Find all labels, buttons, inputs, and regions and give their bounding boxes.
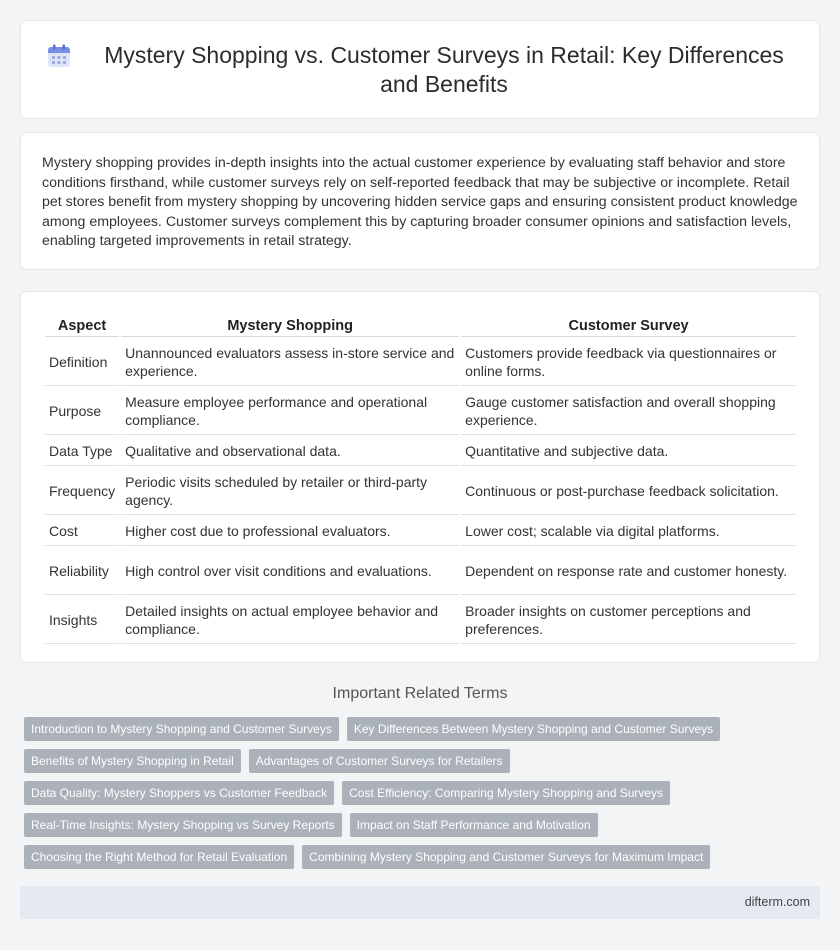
- related-term-tag[interactable]: Advantages of Customer Surveys for Retailers: [249, 749, 510, 773]
- calendar-icon: [46, 43, 72, 69]
- row-customer-survey: Dependent on response rate and customer honesty.: [461, 548, 796, 595]
- related-term-tag[interactable]: Introduction to Mystery Shopping and Customer Surveys: [24, 717, 339, 741]
- intro-card: [20, 132, 820, 270]
- row-mystery-shopping: Measure employee performance and operational compliance.: [121, 388, 459, 435]
- row-mystery-shopping: Detailed insights on actual employee behavior and compliance.: [121, 597, 459, 644]
- related-term-tag[interactable]: Key Differences Between Mystery Shopping and Customer Surveys: [347, 717, 720, 741]
- footer: [20, 886, 820, 919]
- table-row: [45, 597, 796, 644]
- table-row: [45, 517, 796, 546]
- header-mystery-shopping: Mystery Shopping: [121, 314, 459, 337]
- related-term-tag[interactable]: Benefits of Mystery Shopping in Retail: [24, 749, 241, 773]
- row-aspect: Reliability: [45, 548, 119, 595]
- comparison-table: [43, 312, 798, 646]
- comparison-card: [20, 291, 820, 663]
- related-terms-title: Important Related Terms: [332, 685, 508, 702]
- footer-site-link[interactable]: difterm.com: [744, 895, 810, 909]
- row-customer-survey: Lower cost; scalable via digital platforms.: [461, 517, 796, 546]
- related-terms-list: [24, 717, 820, 877]
- row-customer-survey: Customers provide feedback via questionnaires or online forms.: [461, 339, 796, 386]
- row-mystery-shopping: Periodic visits scheduled by retailer or third-party agency.: [121, 468, 459, 515]
- row-customer-survey: Quantitative and subjective data.: [461, 437, 796, 466]
- row-aspect: Cost: [45, 517, 119, 546]
- header-customer-survey: Customer Survey: [461, 314, 796, 337]
- table-row: [45, 388, 796, 435]
- row-aspect: Frequency: [45, 468, 119, 515]
- row-customer-survey: Continuous or post-purchase feedback solicitation.: [461, 468, 796, 515]
- related-term-tag[interactable]: Real-Time Insights: Mystery Shopping vs Survey Reports: [24, 813, 342, 837]
- row-customer-survey: Broader insights on customer perceptions and preferences.: [461, 597, 796, 644]
- table-row: [45, 548, 796, 595]
- related-term-tag[interactable]: Data Quality: Mystery Shoppers vs Customer Feedback: [24, 781, 334, 805]
- header-card: [20, 20, 820, 119]
- row-mystery-shopping: Higher cost due to professional evaluators.: [121, 517, 459, 546]
- row-mystery-shopping: High control over visit conditions and evaluations.: [121, 548, 459, 595]
- related-term-tag[interactable]: Choosing the Right Method for Retail Evaluation: [24, 845, 294, 869]
- related-term-tag[interactable]: Combining Mystery Shopping and Customer Surveys for Maximum Impact: [302, 845, 710, 869]
- table-row: [45, 468, 796, 515]
- row-aspect: Purpose: [45, 388, 119, 435]
- header-aspect: Aspect: [45, 314, 119, 337]
- row-mystery-shopping: Unannounced evaluators assess in-store service and experience.: [121, 339, 459, 386]
- row-aspect: Definition: [45, 339, 119, 386]
- table-row: [45, 339, 796, 386]
- page-title: Mystery Shopping vs. Customer Surveys in Retail: Key Differences and Benefits: [104, 41, 784, 97]
- row-customer-survey: Gauge customer satisfaction and overall shopping experience.: [461, 388, 796, 435]
- related-term-tag[interactable]: Cost Efficiency: Comparing Mystery Shopping and Surveys: [342, 781, 670, 805]
- table-row: [45, 437, 796, 466]
- table-header-row: [45, 314, 796, 337]
- row-aspect: Data Type: [45, 437, 119, 466]
- related-term-tag[interactable]: Impact on Staff Performance and Motivation: [350, 813, 598, 837]
- row-mystery-shopping: Qualitative and observational data.: [121, 437, 459, 466]
- intro-paragraph: Mystery shopping provides in-depth insights into the actual customer experience by evaluating staff behavior and store conditions firsthand, while customer surveys rely on self-reported feedback that may be subjective or incomplete. Retail pet stores benefit from mystery shopping by uncovering hidden service gaps and ensuring consistent product knowledge among employees. Customer surveys complement this by capturing broader consumer opinions and satisfaction levels, enabling targeted improvements in retail strategy.: [42, 155, 798, 249]
- row-aspect: Insights: [45, 597, 119, 644]
